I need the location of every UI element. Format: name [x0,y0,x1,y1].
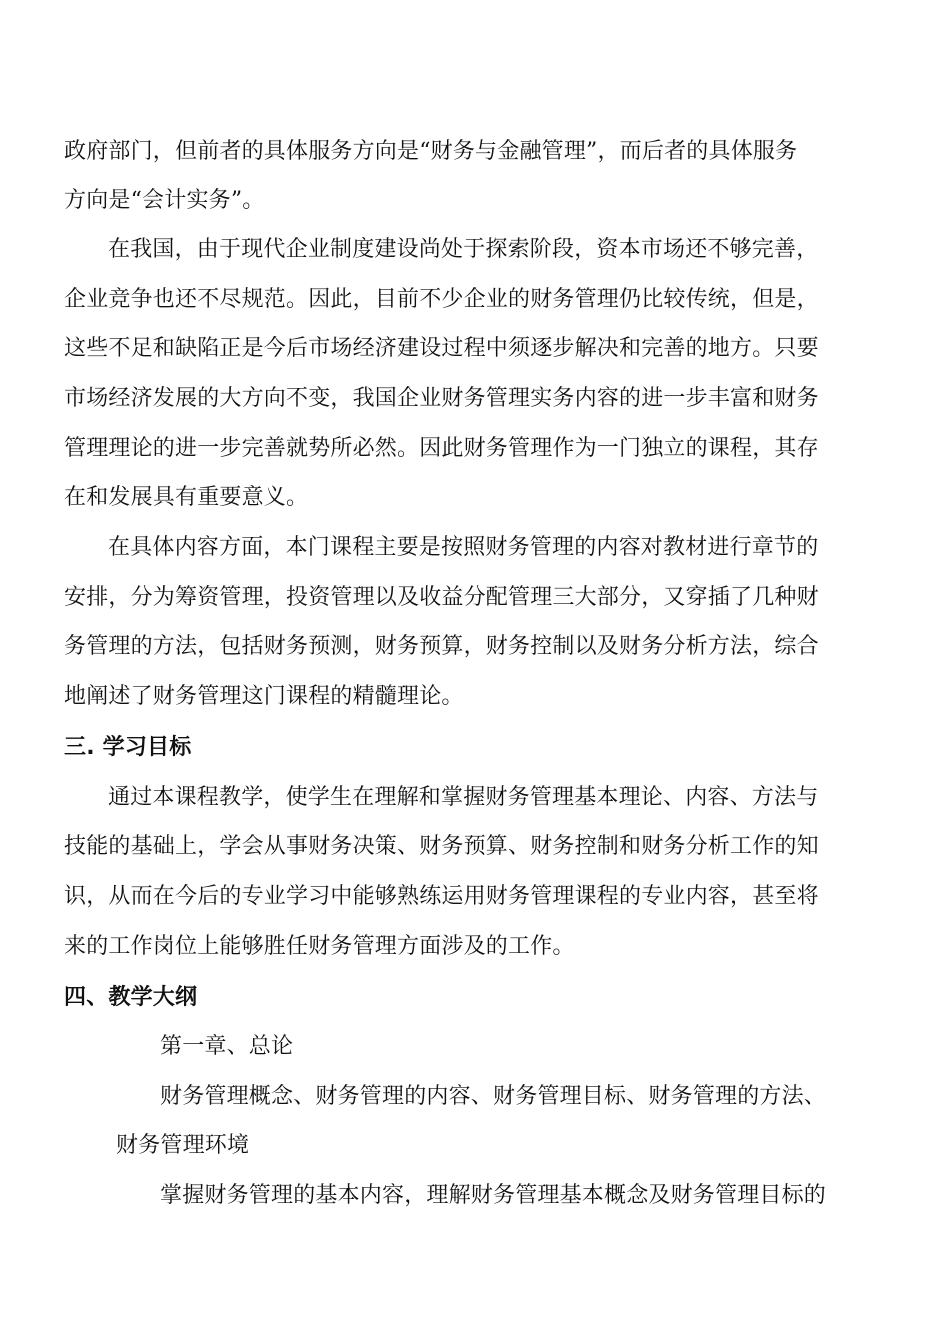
paragraph-line: 务管理的方法，包括财务预测，财务预算，财务控制以及财务分析方法，综合 [64,634,819,659]
paragraph-line: 识，从而在今后的专业学习中能够熟练运用财务管理课程的专业内容，甚至将 [64,884,819,909]
paragraph-line: 这些不足和缺陷正是今后市场经济建设过程中须逐步解决和完善的地方。只要 [64,336,819,361]
paragraph-line: 管理理论的进一步完善就势所必然。因此财务管理作为一门独立的课程，其存 [64,436,819,461]
paragraph-line: 来的工作岗位上能够胜任财务管理方面涉及的工作。 [64,934,575,959]
paragraph-line: 技能的基础上，学会从事财务决策、财务预算、财务控制和财务分析工作的知 [64,834,819,859]
paragraph-line: 安排，分为筹资管理，投资管理以及收益分配管理三大部分，又穿插了几种财 [64,585,819,610]
paragraph-line: 地阐述了财务管理这门课程的精髓理论。 [64,684,464,709]
paragraph-line: 政府部门，但前者的具体服务方向是“财务与金融管理”，而后者的具体服务 [64,139,798,164]
paragraph-line: 在具体内容方面，本门课程主要是按照财务管理的内容对教材进行章节的 [108,535,819,560]
chapter-topics-line: 财务管理概念、财务管理的内容、财务管理目标、财务管理的方法、 [160,1084,827,1109]
chapter-title: 第一章、总论 [160,1034,294,1059]
section-heading-syllabus: 四、教学大纲 [64,985,198,1010]
paragraph-line: 在和发展具有重要意义。 [64,485,309,510]
paragraph-line: 市场经济发展的大方向不变，我国企业财务管理实务内容的进一步丰富和财务 [64,386,819,411]
paragraph-line: 方向是“会计实务”。 [64,188,265,213]
paragraph-line: 通过本课程教学，使学生在理解和掌握财务管理基本理论、内容、方法与 [108,785,819,810]
chapter-requirement-line: 掌握财务管理的基本内容，理解财务管理基本概念及财务管理目标的 [160,1183,827,1208]
paragraph-line: 企业竞争也还不尽规范。因此，目前不少企业的财务管理仍比较传统，但是， [64,287,819,312]
paragraph-line: 在我国，由于现代企业制度建设尚处于探索阶段，资本市场还不够完善， [108,237,819,262]
section-heading-learning-goals: 三. 学习目标 [64,735,192,760]
chapter-topics-line: 财务管理环境 [116,1133,250,1158]
